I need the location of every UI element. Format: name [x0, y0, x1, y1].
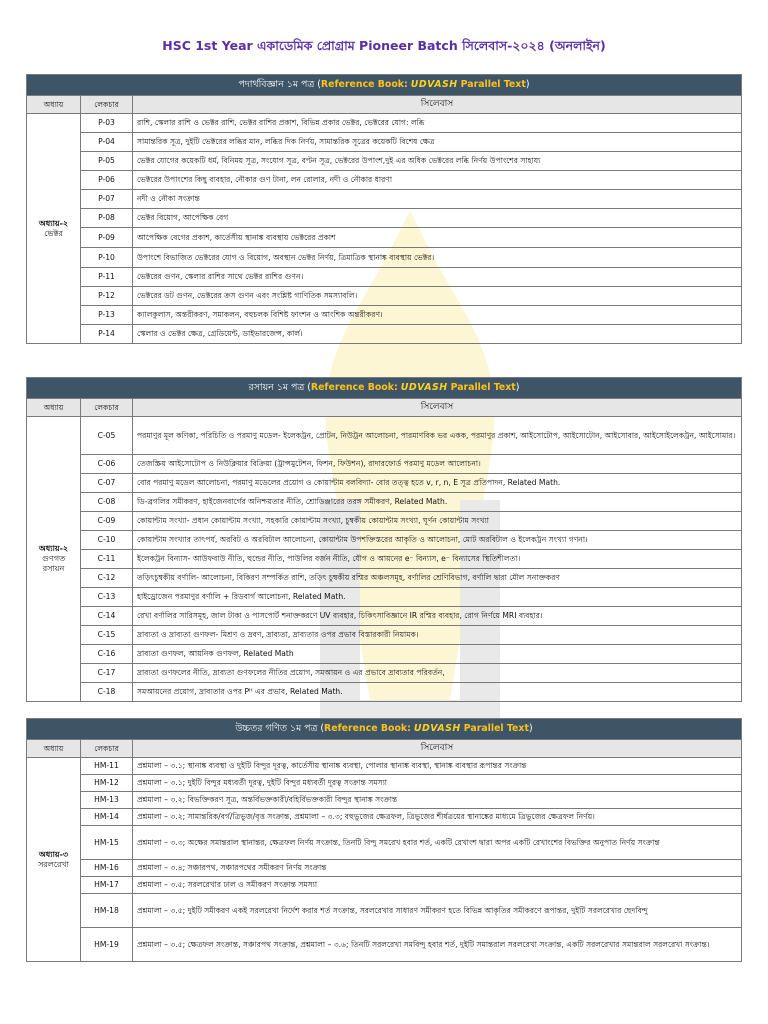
chapter-number: অধ্যায়-৩ [38, 849, 69, 859]
section-heading: উচ্চতর গণিত ১ম পত্র (Reference Book: UDVASH Parallel Text) [27, 719, 742, 740]
table-row [27, 826, 742, 860]
lecture-code: P-09 [81, 228, 133, 248]
ref-label: Reference Book: [320, 79, 408, 91]
ref-label: Reference Book: [324, 723, 411, 735]
table-row [27, 928, 742, 962]
table-row [27, 877, 742, 894]
section-heading: রসায়ন ১ম পত্র (Reference Book: UDVASH Parallel Text) [27, 378, 742, 399]
lecture-code: C-11 [81, 550, 133, 569]
chapter-number: অধ্যায়-২ [38, 218, 69, 228]
syllabus-text: তেজস্ক্রিয় আইসোটোপ ও নিউক্লিয়ার বিক্রিয়া (ট্রান্সমুটেশন, ফিশন, ফিউশন), রাদারফোর্ড পরমাণু মডেল আলোচনা। [133, 455, 742, 474]
physics-section [26, 74, 742, 344]
chapter-cell [27, 758, 81, 962]
table-row [27, 455, 742, 474]
syllabus-text: উপাংশে বিভাজিত ভেক্টরের যোগ ও বিয়োগ, অবস্থান ভেক্টর নির্ণয়, ত্রিমাত্রিক স্থানাঙ্ক ব্যবস্থায় ভেক্টর। [133, 248, 742, 268]
syllabus-text: কোয়ান্টাম সংখ্যা- প্রধান কোয়ান্টাম সংখ্যা, সহকারি কোয়ান্টাম সংখ্যা, চুম্বকীয় কোয়ান্টাম সংখ্যা, ঘূর্ণন কোয়ান্টাম সংখ্যা [133, 512, 742, 531]
table-row [27, 190, 742, 209]
table-row [27, 171, 742, 190]
table-row [27, 209, 742, 228]
lecture-code: C-15 [81, 626, 133, 645]
syllabus-text: কোয়ান্টাম সংখ্যার তাৎপর্য, অরবিট ও অরবিটাল আলোচনা, কোয়ান্টাম উপশক্তিস্তরের আকৃতি ও আলোচনা, মোট অরবিটাল ও ইলেকট্রন সংখ্যা গণনা। [133, 531, 742, 550]
table-row [27, 626, 742, 645]
lecture-code: C-12 [81, 569, 133, 588]
lecture-code: P-14 [81, 325, 133, 344]
ref-brand: UDVASH [410, 79, 458, 91]
syllabus-text: হাইড্রোজেন পরমাণুর বর্ণালি + রিডবার্গ আলোচনা, Related Math. [133, 588, 742, 607]
syllabus-text: ক্যালকুলাস, অন্তরীকরণ, সমাকলন, বহুচলক বিশিষ্ট ফাংশন ও আংশিক অন্তরীকরণ। [133, 306, 742, 325]
syllabus-text: দ্রাব্যতা গুণফল, আয়নিক গুণফল, Related Math [133, 645, 742, 664]
ref-suffix: Parallel Text [463, 723, 529, 735]
lecture-code: C-06 [81, 455, 133, 474]
table-row [27, 114, 742, 133]
table-row [27, 268, 742, 287]
lecture-code: HM-14 [81, 809, 133, 826]
syllabus-text: প্রশ্নমালা – ৩.২; সামান্তরিক/বর্গ/ত্রিভুজ/বৃত্ত সংক্রান্ত, প্রশ্নমালা – ৩.৩; বহুভুজের ক্ষেত্রফল, ত্রিভুজের শীর্ষত্রয়ের স্থানাঙ্কের মাধ্যমে ত্রিভুজের ক্ষেত্রফল নির্ণয়। [133, 809, 742, 826]
ref-suffix: Parallel Text [460, 79, 526, 91]
table-row [27, 809, 742, 826]
col-chapter: অধ্যায় [27, 96, 81, 114]
table-row [27, 152, 742, 171]
lecture-code: HM-18 [81, 894, 133, 928]
syllabus-text: রাশি, স্কেলার রাশি ও ভেক্টর রাশি, ভেক্টর রাশির প্রকাশ, বিভিন্ন প্রকার ভেক্টর, ভেক্টরের যোগ: লব্ধি [133, 114, 742, 133]
chapter-number: অধ্যায়-২ [38, 544, 69, 553]
table-row [27, 474, 742, 493]
math-table [26, 718, 742, 962]
lecture-code: C-16 [81, 645, 133, 664]
chapter-cell [27, 417, 81, 702]
lecture-code: HM-19 [81, 928, 133, 962]
chapter-name: ভেক্টর [44, 228, 63, 238]
lecture-code: P-05 [81, 152, 133, 171]
math-section [26, 718, 742, 962]
table-row [27, 325, 742, 344]
syllabus-text: স্কেলার ও ভেক্টর ক্ষেত্র, গ্রেডিয়েন্ট, ডাইভারজেন্স, কার্ল। [133, 325, 742, 344]
lecture-code: C-10 [81, 531, 133, 550]
col-lecture: লেকচার [81, 399, 133, 417]
syllabus-text: দ্রাব্যতা ও দ্রাব্যতা গুণফল- মিশ্রণ ও দ্রবণ, দ্রাব্যতা, দ্রাব্যতার ওপর প্রভাব বিস্তারকারী নিয়ামক। [133, 626, 742, 645]
lecture-code: P-07 [81, 190, 133, 209]
syllabus-text: প্রশ্নমালা – ৩.৫; ক্ষেত্রফল সংক্রান্ত, সঞ্চারপথ সংক্রান্ত, প্রশ্নমালা – ৩.৬; তিনটি সরলরেখা সমবিন্দু হবার শর্ত, দুইটি সমান্তরাল সরলরেখা সংক্রান্ত, একটি সরলরেখার সমান্তরাল সরলরেখা সংক্রান্ত। [133, 928, 742, 962]
col-chapter: অধ্যায় [27, 399, 81, 417]
lecture-code: C-18 [81, 683, 133, 702]
lecture-code: HM-13 [81, 792, 133, 809]
lecture-code: P-08 [81, 209, 133, 228]
col-syllabus: সিলেবাস [133, 740, 742, 758]
subject-name: রসায়ন ১ম পত্র [248, 382, 305, 394]
syllabus-text: নদী ও নৌকা সংক্রান্ত [133, 190, 742, 209]
page-title: HSC 1st Year একাডেমিক প্রোগ্রাম Pioneer Batch সিলেবাস-২০২৪ (অনলাইন) [162, 38, 606, 53]
syllabus-text: বোর পরমাণু মডেল আলোচনা, পরমাণু মডেলের প্রয়োগ ও কোয়ান্টাম বলবিদ্যা- বোর তত্ত্ব হতে v, r, n, E সূত্র প্রতিপাদন, Related Math. [133, 474, 742, 493]
chapter-cell [27, 114, 81, 344]
subject-name: পদার্থবিজ্ঞান ১ম পত্র [238, 79, 315, 91]
table-row [27, 860, 742, 877]
syllabus-text: প্রশ্নমালা – ৩.৫; সরলরেখার ঢাল ও সমীকরণ সংক্রান্ত সমস্যা [133, 877, 742, 894]
lecture-code: P-12 [81, 287, 133, 306]
syllabus-text: সামান্তরিক সূত্র, দুইটি ভেক্টরের লব্ধির মান, লব্ধির দিক নির্ণয়, সামান্তরিক সূত্রের কয়েকটি বিশেষ ক্ষেত্র [133, 133, 742, 152]
table-row [27, 792, 742, 809]
lecture-code: HM-12 [81, 775, 133, 792]
table-row [27, 417, 742, 455]
table-row [27, 248, 742, 268]
chemistry-section [26, 377, 742, 702]
syllabus-text: ভেক্টর যোগের কয়েকটি ধর্ম, বিনিময় সূত্র, সংযোগ সূত্র, বণ্টন সূত্র, ভেক্টরের উপাংশ,দুই এর অধিক ভেক্টরের লব্ধি নির্ণয় উপাংশের সাহায্য [133, 152, 742, 171]
syllabus-text: রেখা বর্ণালির সারিসমূহ, জাল টাকা ও পাসপোর্ট শনাক্তকরণে UV ব্যবহার, চিকিৎসাবিজ্ঞানে IR রশ্মির ব্যবহার, রোগ নির্ণয়ে MRI ব্যবহার। [133, 607, 742, 626]
table-row [27, 531, 742, 550]
syllabus-text: ভেক্টরের ডট গুণন, ভেক্টরের ক্রস গুণন এবং সংশ্লিষ্ট গাণিতিক সমস্যাবলি। [133, 287, 742, 306]
table-row [27, 287, 742, 306]
syllabus-text: ডি-ব্রগলির সমীকরণ, হাইজেনবার্গের অনিশ্চয়তার নীতি, শ্রোডিঞ্জারের তরঙ্গ সমীকরণ, Related Math. [133, 493, 742, 512]
syllabus-text: তড়িৎচুম্বকীয় বর্ণালি- আলোচনা, বিকিরণ সম্পর্কিত রাশি, তড়িৎ চুম্বকীয় রশ্মির অঞ্চলসমূহ, বর্ণালির শ্রেণিবিভাগ, বর্ণালি দ্বারা মৌল সনাক্তকরণ [133, 569, 742, 588]
table-row [27, 607, 742, 626]
chemistry-table [26, 377, 742, 702]
syllabus-text: প্রশ্নমালা – ৩.৫; দুইটি সমীকরণ একই সরলরেখা নির্দেশ করার শর্ত সংক্রান্ত, সরলরেখার সাধারণ সমীকরণ হতে বিভিন্ন আকৃতির সমীকরণে রূপান্তর, দুইটি সরলরেখার ছেদবিন্দু [133, 894, 742, 928]
table-row [27, 550, 742, 569]
lecture-code: P-10 [81, 248, 133, 268]
lecture-code: C-17 [81, 664, 133, 683]
table-row [27, 894, 742, 928]
lecture-code: P-04 [81, 133, 133, 152]
section-heading: পদার্থবিজ্ঞান ১ম পত্র (Reference Book: UDVASH Parallel Text) [27, 75, 742, 96]
syllabus-text: প্রশ্নমালা – ৩.১; স্থানাঙ্ক ব্যবস্থা ও দুইটি বিন্দুর দূরত্ব, কার্তেসীয় স্থানাঙ্ক ব্যবস্থা, পোলার স্থানাঙ্ক ব্যবস্থা, স্থানাঙ্ক ব্যবস্থার রূপান্তর সংক্রান্ত [133, 758, 742, 775]
syllabus-text: ভেক্টরের উপাংশের কিছু ব্যবহার, নৌকার গুণ টানা, লন রোলার, নদী ও নৌকার ধারণা [133, 171, 742, 190]
table-row [27, 775, 742, 792]
ref-brand: UDVASH [413, 723, 461, 735]
syllabus-text: প্রশ্নমালা – ৩.৩; অক্ষের সমান্তরাল স্থানান্তর, ক্ষেত্রফল নির্ণয় সংক্রান্ত, তিনটি বিন্দু সমরেখ হবার শর্ত, একটি রেখাংশ দ্বারা অপর একটি রেখাংশের বিভক্তির অনুপাত নির্ণয় সংক্রান্ত [133, 826, 742, 860]
ref-brand: UDVASH [400, 382, 448, 394]
lecture-code: C-05 [81, 417, 133, 455]
subject-name: উচ্চতর গণিত ১ম পত্র [235, 723, 318, 735]
syllabus-text: সমআয়নের প্রয়োগ, দ্রাব্যতার ওপর Pᴴ এর প্রভাব, Related Math. [133, 683, 742, 702]
physics-table [26, 74, 742, 344]
lecture-code: C-14 [81, 607, 133, 626]
table-row [27, 228, 742, 248]
lecture-code: C-09 [81, 512, 133, 531]
col-chapter: অধ্যায় [27, 740, 81, 758]
lecture-code: C-08 [81, 493, 133, 512]
table-row [27, 569, 742, 588]
syllabus-text: ইলেকট্রন বিন্যাস- আউফবাউ নীতি, হুন্ডের নীতি, পাউলির বর্জন নীতি, যৌগ ও আয়নের e⁻ বিন্যাস, e⁻ বিন্যাসের স্থিতিশীলতা। [133, 550, 742, 569]
syllabus-text: দ্রাব্যতা গুণফলের নীতি, দ্রাব্যতা গুণফলের নীতির প্রয়োগ, সমআয়ন ও এর প্রভাবে দ্রাব্যতার পরিবর্তন, [133, 664, 742, 683]
lecture-code: P-03 [81, 114, 133, 133]
syllabus-text: প্রশ্নমালা – ৩.২; বিভক্তিকরণ সূত্র, অন্তর্বিভক্তকারী/বহির্বিভক্তকারী বিন্দুর স্থানাঙ্ক সংক্রান্ত [133, 792, 742, 809]
table-row [27, 758, 742, 775]
lecture-code: C-13 [81, 588, 133, 607]
chapter-name: সরলরেখা [38, 859, 69, 869]
col-lecture: লেকচার [81, 740, 133, 758]
ref-suffix: Parallel Text [450, 382, 516, 394]
lecture-code: HM-17 [81, 877, 133, 894]
syllabus-text: আপেক্ষিক বেগের প্রকাশ, কার্তেসীয় স্থানাঙ্ক ব্যবস্থায় ভেক্টরের প্রকাশ [133, 228, 742, 248]
table-row [27, 493, 742, 512]
col-syllabus: সিলেবাস [133, 399, 742, 417]
lecture-code: P-13 [81, 306, 133, 325]
chapter-name: গুণগত রসায়ন [41, 554, 66, 573]
syllabus-text: ভেক্টর বিয়োগ, আপেক্ষিক বেগ [133, 209, 742, 228]
lecture-code: P-11 [81, 268, 133, 287]
syllabus-text: প্রশ্নমালা – ৩.১; দুইটি বিন্দুর মধ্যবর্তী দূরত্ব, দুইটি বিন্দুর মধ্যবর্তী দূরত্ব সংক্রান্ত সমস্যা [133, 775, 742, 792]
lecture-code: P-06 [81, 171, 133, 190]
syllabus-text: পরমাণুর মূল কণিকা, পরিচিতি ও পরমাণু মডেল- ইলেকট্রন, প্রোটন, নিউট্রন আলোচনা, পারমাণবিক ভর একক, পরমাণুর প্রকাশ, আইসোটোপ, আইসোটোন, আইসোবার, আইসোইলেকট্রন, আইসোমার। [133, 417, 742, 455]
table-row [27, 683, 742, 702]
table-row [27, 588, 742, 607]
col-syllabus: সিলেবাস [133, 96, 742, 114]
lecture-code: HM-11 [81, 758, 133, 775]
syllabus-text: ভেক্টরের গুণন, স্কেলার রাশির সাথে ভেক্টর রাশির গুণন। [133, 268, 742, 287]
col-lecture: লেকচার [81, 96, 133, 114]
lecture-code: HM-16 [81, 860, 133, 877]
table-row [27, 133, 742, 152]
table-row [27, 664, 742, 683]
syllabus-text: প্রশ্নমালা – ৩.৪; সঞ্চারপথ, সঞ্চারপথের সমীকরণ নির্ণয় সংক্রান্ত [133, 860, 742, 877]
lecture-code: HM-15 [81, 826, 133, 860]
lecture-code: C-07 [81, 474, 133, 493]
table-row [27, 306, 742, 325]
table-row [27, 645, 742, 664]
table-row [27, 512, 742, 531]
ref-label: Reference Book: [310, 382, 398, 394]
